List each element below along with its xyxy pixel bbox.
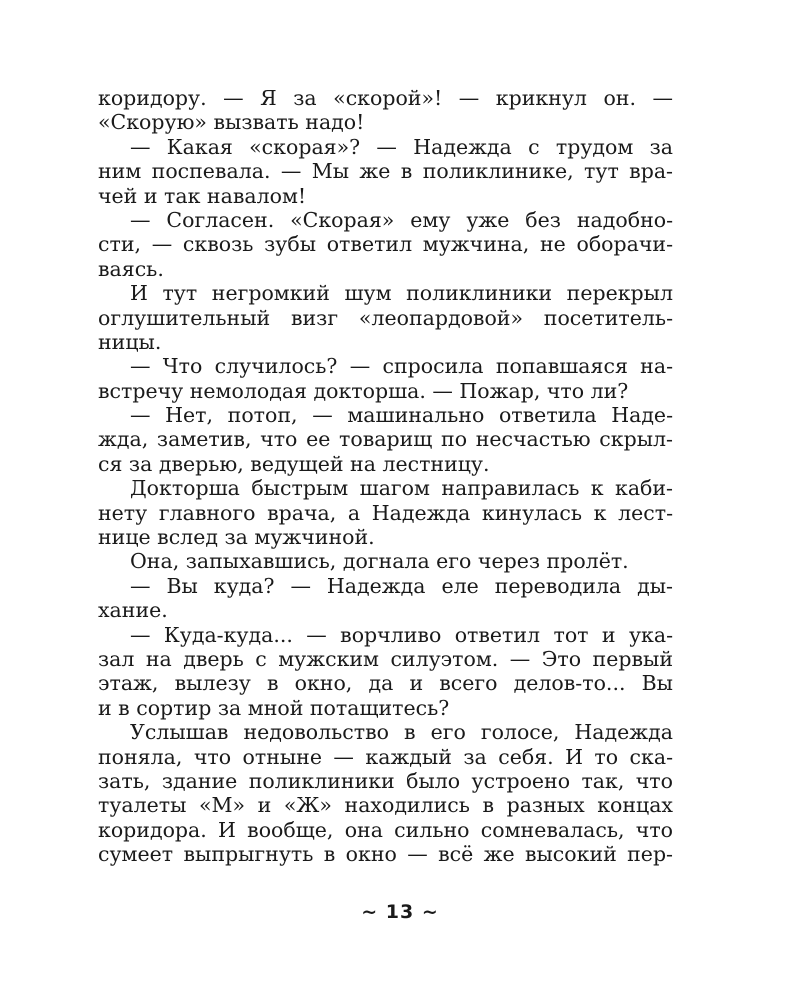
text-line: Докторша быстрым шагом направилась к каби- <box>130 476 673 501</box>
text-line: встречу немолодая докторша. — Пожар, что ли? <box>98 378 629 403</box>
text-line: — Нет, потоп, — машинально ответила Наде- <box>130 403 673 428</box>
text-line: Услышав недовольство в его голосе, Надежда <box>130 720 673 745</box>
text-line: сти, — сквозь зубы ответил мужчина, не оборачи- <box>98 232 673 257</box>
text-line: поняла, что отныне — каждый за себя. И то ска- <box>98 744 673 769</box>
text-line: сумеет выпрыгнуть в окно — всё же высокий пер- <box>98 842 673 867</box>
text-line: жда, заметив, что ее товарищ по несчастью скрыл- <box>98 427 673 452</box>
text-line: — Вы куда? — Надежда еле переводила ды- <box>130 573 673 598</box>
text-line: И тут негромкий шум поликлиники перекрыл <box>130 281 673 306</box>
text-line: ницы. <box>98 329 162 354</box>
text-line: «Скорую» вызвать надо! <box>98 110 365 135</box>
text-line: ним поспевала. — Мы же в поликлинике, тут вра- <box>98 159 673 184</box>
text-line: ваясь. <box>98 256 164 281</box>
text-line: коридора. И вообще, она сильно сомневалась, что <box>98 817 673 842</box>
text-line: ся за дверью, ведущей на лестницу. <box>98 451 490 476</box>
text-line: зать, здание поликлиники было устроено так, что <box>98 768 673 793</box>
text-line: — Какая «скорая»? — Надежда с трудом за <box>130 134 673 159</box>
text-line: Она, запыхавшись, догнала его через пролёт. <box>130 549 629 574</box>
text-line: — Согласен. «Скорая» ему уже без надобно- <box>130 207 673 232</box>
text-line: хание. <box>98 598 168 623</box>
body-text <box>98 86 673 867</box>
text-line: нице вслед за мужчиной. <box>98 525 375 550</box>
text-line: этаж, вылезу в окно, да и всего делов-то... Вы <box>98 671 673 696</box>
text-line: чей и так навалом! <box>98 183 307 208</box>
text-line: коридору. — Я за «скорой»! — крикнул он. — <box>98 86 673 110</box>
text-line: нету главного врача, а Надежда кинулась к лест- <box>98 500 673 525</box>
text-line: зал на дверь с мужским силуэтом. — Это первый <box>98 646 673 671</box>
text-line: — Куда-куда... — ворчливо ответил тот и ука- <box>130 622 673 647</box>
page-number: ~ 13 ~ <box>361 901 439 923</box>
text-line: и в сортир за мной потащитесь? <box>98 695 450 720</box>
text-line: туалеты «М» и «Ж» находились в разных концах <box>98 793 673 818</box>
text-line: — Что случилось? — спросила попавшаяся на- <box>130 354 673 379</box>
text-line: оглушительный визг «леопардовой» посетитель- <box>98 305 673 330</box>
